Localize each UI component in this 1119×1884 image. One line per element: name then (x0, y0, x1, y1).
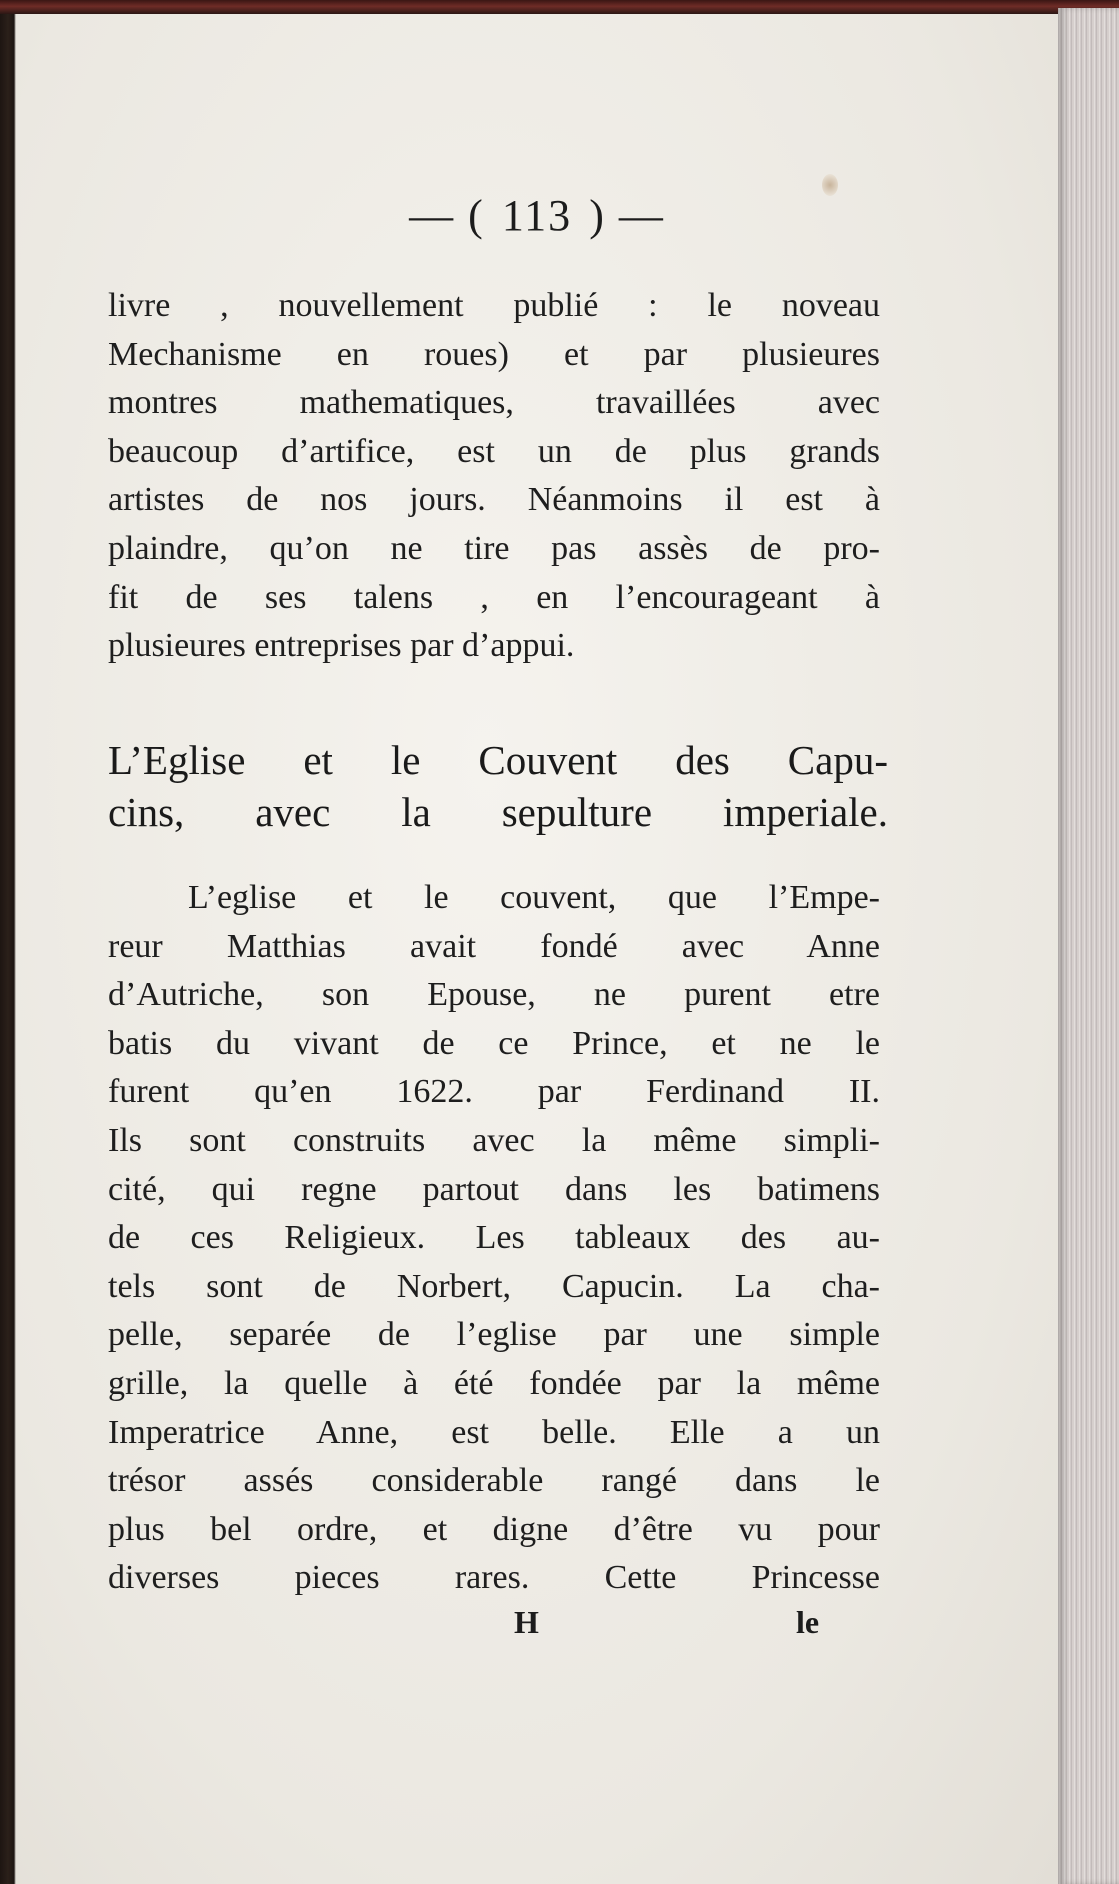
text-line: tels sont de Norbert, Capucin. La cha- (108, 1267, 880, 1305)
text-line: trésor assés considerable rangé dans le (108, 1462, 880, 1500)
page-header (16, 190, 1058, 241)
text-line: L’eglise et le couvent, que l’Empe- (188, 879, 880, 916)
page-fore-edge (1058, 8, 1119, 1884)
header-dash-left: — ( (409, 191, 485, 240)
text-line: d’Autriche, son Epouse, ne purent etre (108, 976, 880, 1014)
page-number: 113 (501, 191, 573, 240)
text-line: Imperatrice Anne, est belle. Elle a un (108, 1413, 880, 1451)
text-line: furent qu’en 1622. par Ferdinand II. (108, 1073, 880, 1111)
text-line: plus bel ordre, et digne d’être vu pour (108, 1510, 880, 1548)
header-dash-right: ) — (589, 191, 665, 240)
text-line: reur Matthias avait fondé avec Anne (108, 927, 880, 965)
text-line: de ces Religieux. Les tableaux des au- (108, 1219, 880, 1257)
text-line: Ils sont construits avec la même simpli- (108, 1121, 880, 1159)
heading-line: cins, avec la sepulture imperiale. (108, 789, 888, 835)
text-line: plaindre, qu’on ne tire pas assès de pro- (108, 529, 880, 567)
section-heading (108, 734, 888, 838)
paragraph-continued (108, 282, 880, 671)
text-line: artistes de nos jours. Néanmoins il est à (108, 481, 880, 519)
heading-line: L’Eglise et le Couvent des Capu- (108, 737, 888, 783)
catchword: le (796, 1604, 820, 1640)
text-line: cité, qui regne partout dans les batimens (108, 1170, 880, 1208)
text-line: diverses pieces rares. Cette Princesse (108, 1559, 880, 1597)
signature-mark: H (514, 1604, 539, 1640)
text-line: Mechanisme en roues) et par plusieures (108, 335, 880, 373)
text-line: beaucoup d’artifice, est un de plus grands (108, 432, 880, 470)
page-footer (16, 1604, 1058, 1652)
text-line: plusieures entreprises par d’appui. (108, 627, 575, 665)
binding-top-edge (0, 0, 1119, 14)
text-line: batis du vivant de ce Prince, et ne le (108, 1024, 880, 1062)
book-page (16, 14, 1058, 1884)
text-line: montres mathematiques, travaillées avec (108, 384, 880, 422)
text-line: grille, la quelle à été fondée par la même (108, 1364, 880, 1402)
text-line: livre , nouvellement publié : le noveau (108, 287, 880, 324)
text-line: pelle, separée de l’eglise par une simple (108, 1316, 880, 1354)
paragraph-capucins (108, 874, 880, 1603)
text-line: fit de ses talens , en l’encourageant à (108, 578, 880, 616)
